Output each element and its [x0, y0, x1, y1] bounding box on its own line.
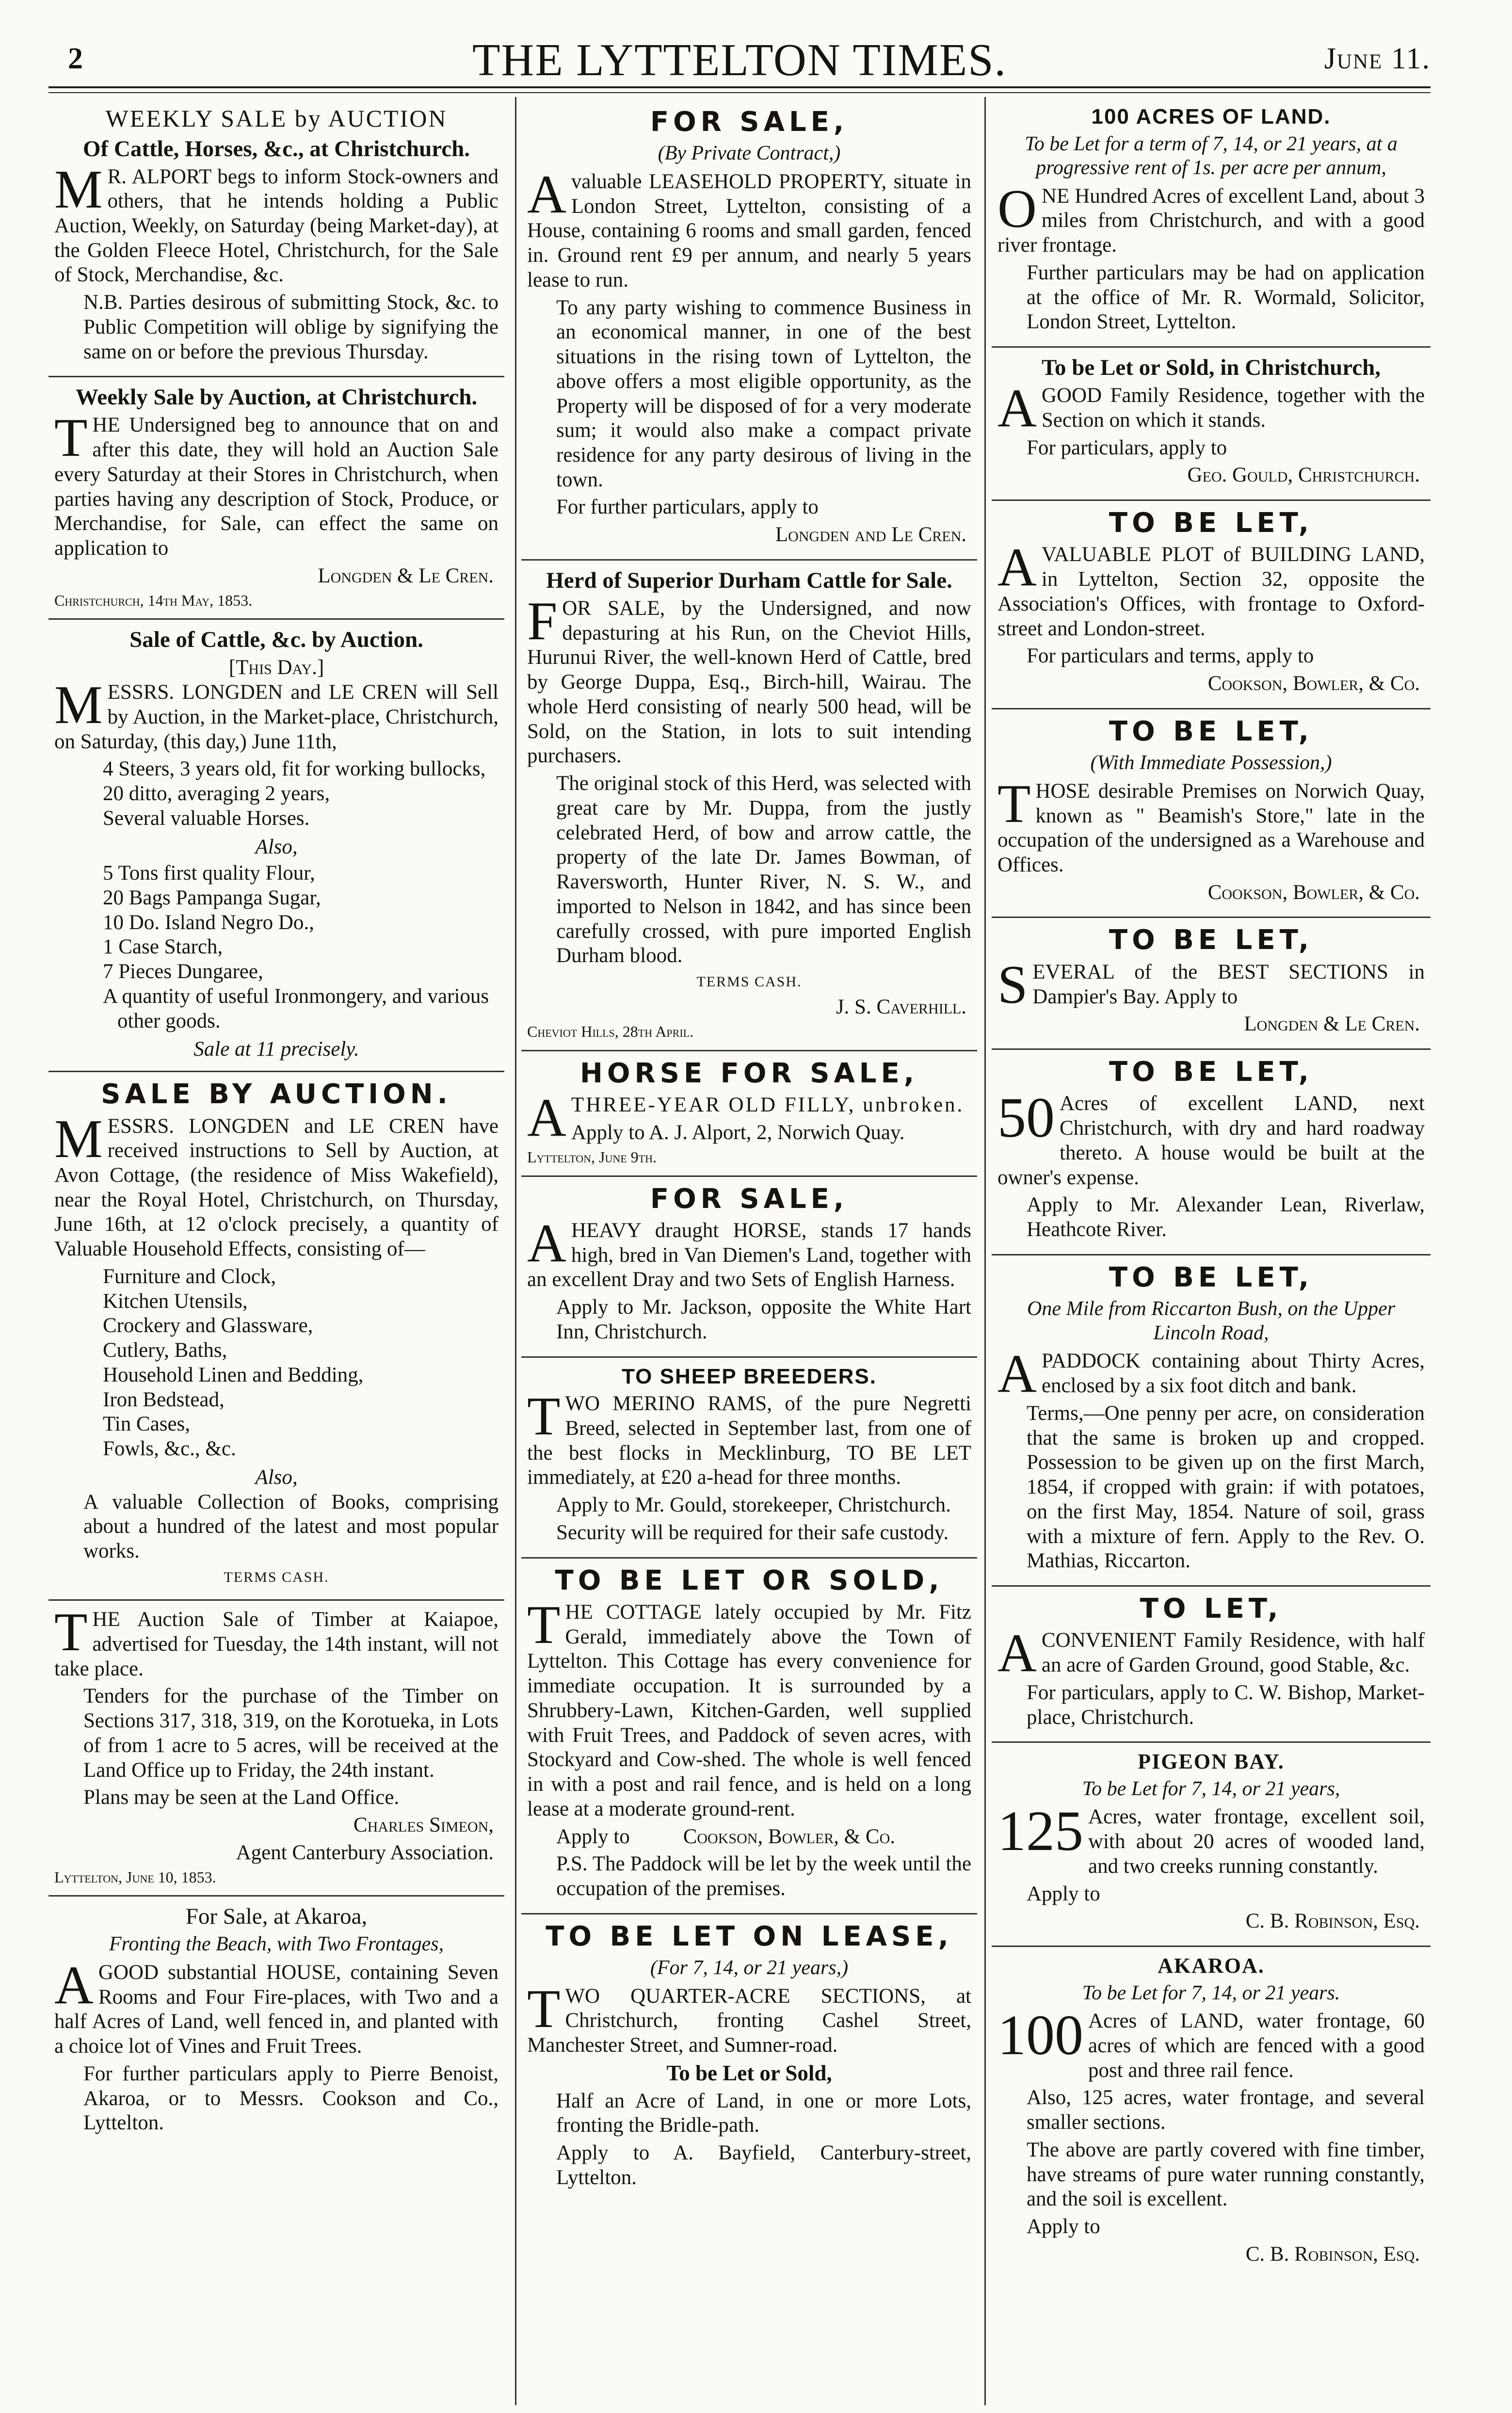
- ad-subheading: (By Private Contract,): [658, 142, 841, 165]
- drop-cap: A: [997, 537, 1037, 598]
- ad-heading: HORSE FOR SALE,: [579, 1057, 919, 1089]
- ad-apply: Apply to Mr. Gould, storekeeper, Christchurch.: [556, 1494, 951, 1517]
- ad-draught-horse: [521, 1184, 977, 1358]
- list-item: 20 ditto, averaging 2 years,: [103, 782, 330, 805]
- ad-paddock-riccarton: [992, 1262, 1431, 1587]
- ad-leasehold-property: [521, 107, 977, 561]
- ad-signature: Longden & Le Cren.: [1244, 1013, 1420, 1036]
- ad-body: GOOD substantial HOUSE, containing Seven Rooms and Four Fire-places, with Two and a half Acres of Land, well fenced in, and planted with a choice lot of Vines and Fruit Trees.: [54, 1961, 499, 2058]
- ad-heading: TO BE LET,: [1109, 1261, 1314, 1293]
- ad-family-residence: [992, 354, 1431, 501]
- ad-dateline: Cheviot Hills, 28th April.: [527, 1023, 694, 1041]
- column-divider: [984, 97, 986, 2405]
- ad-subheading: One Mile from Riccarton Bush, on the Upper Lincoln Road,: [1027, 1298, 1395, 1344]
- ad-apply: Apply to: [1027, 2215, 1100, 2238]
- item-list: [54, 757, 499, 831]
- ad-heading: FOR SALE,: [650, 1183, 849, 1215]
- ad-subheading: To be Let for 7, 14, or 21 years,: [1082, 1777, 1340, 1800]
- ad-signature: Geo. Gould, Christchurch.: [1187, 464, 1420, 487]
- ad-tenders: Tenders for the purchase of the Timber on Sections 317, 318, 319, on the Korotueka, in Lots of from 1 acre to 5 acres, will be received at the Land Office up to Friday, the 24th instant.: [83, 1685, 499, 1782]
- ad-apply: For particulars, apply to C. W. Bishop, Market-place, Christchurch.: [1027, 1681, 1425, 1729]
- page-number: 2: [68, 42, 83, 75]
- ad-body: WO QUARTER-ACRE SECTIONS, at Christchurch, fronting Cashel Street, Manchester Street, and Sumner-road.: [527, 1984, 971, 2057]
- ad-body: Acres, water frontage, excellent soil, with about 20 acres of wooded land, and two creeks running constantly.: [1088, 1805, 1425, 1878]
- list-item: 4 Steers, 3 years old, fit for working bullocks,: [103, 757, 486, 781]
- drop-cap: 100: [997, 2003, 1083, 2067]
- ad-subheading: Of Cattle, Horses, &c., at Christchurch.: [83, 136, 470, 161]
- ad-heading: Weekly Sale by Auction, at Christchurch.: [75, 385, 478, 410]
- ad-body: CONVENIENT Family Residence, with half an acre of Garden Ground, good Stable, &c.: [1041, 1629, 1425, 1677]
- list-item: Kitchen Utensils,: [103, 1289, 248, 1313]
- ad-heading: WEEKLY SALE by AUCTION: [105, 105, 448, 132]
- ad-body: GOOD Family Residence, together with the Section on which it stands.: [1041, 384, 1425, 432]
- ad-signature: Charles Simeon,: [353, 1814, 494, 1837]
- ad-subheading: To be Let for a term of 7, 14, or 21 years, at a progressive rent of 1s. per acre per annum,: [1025, 132, 1398, 179]
- list-item: 20 Bags Pampanga Sugar,: [103, 886, 321, 910]
- list-item: A quantity of useful Ironmongery, and various other goods.: [103, 984, 489, 1032]
- ad-body: Acres of excellent LAND, next Christchurch, with dry and hard roadway thereto. A house would be built at the owner's expense.: [997, 1092, 1425, 1189]
- list-item: Several valuable Horses.: [103, 806, 310, 830]
- ad-paragraph: To any party wishing to commence Business in an economical manner, in one of the best situations in the rising town of Lyttelton, the above offers a most eligible opportunity, as the Property will be disposed of for a very moderate sum; it would also make a compact private residence for any party desirous of living in the town.: [556, 296, 971, 491]
- ad-apply: Apply to Mr. Jackson, opposite the White Hart Inn, Christchurch.: [556, 1296, 971, 1343]
- also-label: Also,: [255, 1465, 298, 1489]
- ad-plans: Plans may be seen at the Land Office.: [83, 1786, 400, 1809]
- ad-heading: Herd of Superior Durham Cattle for Sale.: [546, 567, 952, 593]
- ad-signature: Longden & Le Cren.: [318, 564, 494, 587]
- ad-body: HE Undersigned beg to announce that on and after this date, they will hold an Auction Sale every Saturday at their Stores in Christchurch, when parties having any description of Stock, Produce, or Merchandise, for Sale, can effect the same on application to: [54, 414, 499, 560]
- drop-cap: A: [997, 378, 1037, 439]
- drop-cap: T: [54, 408, 88, 468]
- drop-cap: M: [54, 675, 103, 736]
- ad-heading: TO LET,: [1140, 1593, 1283, 1625]
- ad-apply: Apply to Mr. Alexander Lean, Riverlaw, Heathcote River.: [1027, 1193, 1425, 1241]
- ad-heading-secondary: To be Let or Sold,: [666, 2060, 832, 2085]
- ad-further: For further particulars, apply to: [556, 496, 819, 519]
- ad-body: OR SALE, by the Undersigned, and now depasturing at his Run, on the Cheviot Hills, Hurunui River, the well-known Herd of Cattle, bred by George Duppa, Esq., Birch-hill, Wairau. The whole Herd consisting of nearly 500 head, will be Sold, on the Station, in lots to suit intending purchasers.: [527, 597, 971, 768]
- ad-100-acres: [992, 105, 1431, 348]
- ad-apply: For particulars and terms, apply to: [1027, 644, 1314, 668]
- ad-sheep-breeders: [521, 1365, 977, 1559]
- ad-heading: For Sale, at Akaroa,: [185, 1904, 368, 1930]
- column-divider: [515, 97, 516, 2405]
- ad-heading: AKAROA.: [1158, 1954, 1265, 1978]
- column-1: [48, 102, 504, 2154]
- drop-cap: A: [527, 164, 566, 225]
- masthead-rule: [48, 86, 1431, 88]
- ad-body: ESSRS. LONGDEN and LE CREN will Sell by Auction, in the Market-place, Christchurch, on Saturday, (this day,) June 11th,: [54, 681, 499, 753]
- ad-akaroa-land: [992, 1954, 1431, 2278]
- drop-cap: T: [527, 1594, 561, 1655]
- ad-convenient-residence: [992, 1593, 1431, 1743]
- list-item: Tin Cases,: [103, 1413, 191, 1436]
- ad-further: For further particulars apply to Pierre Benoist, Akaroa, or to Messrs. Cookson and Co., Lyttelton.: [83, 2062, 499, 2135]
- drop-cap: T: [527, 1386, 561, 1447]
- ad-dateline: Lyttelton, June 9th.: [527, 1148, 657, 1166]
- ad-subheading: (For 7, 14, or 21 years,): [650, 1957, 849, 1979]
- drop-cap: A: [997, 1344, 1037, 1404]
- ad-body: THREE-YEAR OLD FILLY, unbroken.: [571, 1094, 965, 1117]
- ad-body-secondary: Half an Acre of Land, in one or more Lots, fronting the Bridle-path.: [556, 2089, 971, 2137]
- ad-heading: 100 ACRES OF LAND.: [1091, 105, 1331, 129]
- item-list: [54, 1265, 499, 1462]
- ad-apply-label: Apply to: [556, 1825, 630, 1848]
- drop-cap: O: [997, 178, 1037, 239]
- ad-durham-cattle: [521, 567, 977, 1051]
- ad-heading: TO SHEEP BREEDERS.: [622, 1364, 877, 1388]
- ad-body: WO MERINO RAMS, of the pure Negretti Breed, selected in September last, from one of the best flocks in Mecklinburg, TO BE LET immediately, at £20 a-head for three months.: [527, 1392, 971, 1489]
- drop-cap: M: [54, 159, 103, 220]
- ad-subheading: [This Day.]: [228, 656, 324, 679]
- ad-body: valuable LEASEHOLD PROPERTY, situate in London Street, Lyttelton, consisting of a House, containing 6 rooms and small garden, fenced in. Ground rent £9 per annum, and nearly 5 years lease to run.: [527, 170, 971, 291]
- ad-dateline: Christchurch, 14th May, 1853.: [54, 591, 253, 609]
- newspaper-title: THE LYTTELTON TIMES.: [472, 35, 1007, 85]
- ad-heading: TO BE LET OR SOLD,: [555, 1564, 944, 1596]
- ad-signature: Cookson, Bowler, & Co.: [1207, 881, 1420, 904]
- drop-cap: T: [54, 1602, 88, 1663]
- item-list: [54, 861, 499, 1033]
- ad-signature: Cookson, Bowler, & Co.: [1207, 672, 1420, 695]
- ad-building-land: [992, 508, 1431, 709]
- list-item: 5 Tons first quality Flour,: [103, 862, 315, 885]
- ad-apply: Apply to A. J. Alport, 2, Norwich Quay.: [571, 1121, 905, 1144]
- ad-subheading: To be Let for 7, 14, or 21 years.: [1082, 1981, 1340, 2004]
- ad-dampiers-bay: [992, 925, 1431, 1050]
- ad-subheading: Fronting the Beach, with Two Frontages,: [109, 1933, 444, 1956]
- ad-heading: PIGEON BAY.: [1138, 1750, 1285, 1774]
- ad-horse-for-sale: [521, 1058, 977, 1177]
- ad-apply: Apply to A. Bayfield, Canterbury-street, Lyttelton.: [556, 2141, 971, 2189]
- list-item: Household Linen and Bedding,: [103, 1363, 364, 1386]
- masthead: [48, 31, 1431, 84]
- drop-cap: F: [527, 591, 558, 651]
- list-item: Furniture and Clock,: [103, 1265, 276, 1288]
- ad-terms: Terms,—One penny per acre, on consideration that the same is broken up and cropped. Possession to be given up on the first March, 1854, if cropped with grain: if with potatoes, on the first May, 1854. Nature of soil, grass with a mixture of fern. Apply to the Rev. O. Mathias, Riccarton.: [1027, 1401, 1425, 1573]
- ad-weekly-sale-alport: [48, 105, 504, 377]
- ad-body: HOSE desirable Premises on Norwich Quay, known as " Beamish's Store," late in the occupation of the undersigned as a Warehouse and Offices.: [997, 779, 1425, 877]
- ad-akaroa-house: [48, 1903, 504, 2147]
- terms-label: TERMS CASH.: [696, 974, 802, 990]
- ad-heading: SALE BY AUCTION.: [101, 1078, 452, 1110]
- list-item: 7 Pieces Dungaree,: [103, 960, 263, 983]
- ad-signature: C. B. Robinson, Esq.: [1245, 1910, 1420, 1933]
- ad-heading: FOR SALE,: [650, 106, 849, 138]
- ad-apply: For particulars, apply to: [1027, 436, 1227, 459]
- list-item: Fowls, &c., &c.: [103, 1437, 236, 1461]
- drop-cap: S: [997, 954, 1028, 1015]
- ad-body: Acres of LAND, water frontage, 60 acres of which are fenced with a good post and three rail fence.: [1088, 2010, 1425, 2082]
- column-2: [521, 102, 977, 2209]
- terms-label: TERMS CASH.: [224, 1569, 329, 1585]
- ad-sale-of-cattle: [48, 627, 504, 1072]
- also-label: Also,: [255, 835, 298, 858]
- ad-body: ESSRS. LONGDEN and LE CREN have received instructions to Sell by Auction, at Avon Cottage, (the residence of Miss Wakefield), near the Royal Hotel, Christchurch, on Thursday, June 16th, at 12 o'clock precisely, a quantity of Valuable Household Effects, consisting of—: [54, 1114, 499, 1261]
- drop-cap: T: [527, 1979, 561, 2039]
- ad-signature-title: Agent Canterbury Association.: [236, 1841, 494, 1864]
- ad-beamish-store: [992, 716, 1431, 918]
- ad-timber-sale: [48, 1602, 504, 1897]
- ad-also: Also, 125 acres, water frontage, and several smaller sections.: [1027, 2086, 1425, 2134]
- ad-body: EVERAL of the BEST SECTIONS in Dampier's Bay. Apply to: [1032, 960, 1425, 1008]
- ad-description: The above are partly covered with fine timber, have streams of pure water running constantly, and the soil is excellent.: [1027, 2138, 1425, 2211]
- drop-cap: 125: [997, 1799, 1083, 1863]
- ad-extra: A valuable Collection of Books, comprising about a hundred of the latest and most popular works.: [83, 1490, 499, 1563]
- list-item: 10 Do. Island Negro Do.,: [103, 911, 314, 934]
- ad-body: R. ALPORT begs to inform Stock-owners and others, that he intends holding a Public Auction, Weekly, on Saturday (being Market-day), at the Golden Fleece Hotel, Christchurch, for the Sale of Stock, Merchandise, &c.: [54, 165, 499, 287]
- drop-cap: A: [527, 1213, 566, 1273]
- ad-heading: TO BE LET,: [1109, 1056, 1314, 1088]
- ad-body: NE Hundred Acres of excellent Land, about 3 miles from Christchurch, and with a good river frontage.: [997, 184, 1425, 257]
- ad-body: PADDOCK containing about Thirty Acres, enclosed by a six foot ditch and bank.: [1041, 1350, 1425, 1398]
- column-3: [992, 102, 1431, 2285]
- drop-cap: T: [997, 773, 1031, 834]
- ad-cottage-let-or-sold: [521, 1565, 977, 1914]
- ad-heading: TO BE LET,: [1109, 924, 1314, 956]
- ad-subheading: (With Immediate Possession,): [1090, 752, 1332, 774]
- ad-footer: Sale at 11 precisely.: [193, 1038, 359, 1061]
- list-item: 1 Case Starch,: [103, 935, 223, 959]
- ad-signature: C. B. Robinson, Esq.: [1245, 2242, 1420, 2266]
- ad-apply-name: Cookson, Bowler, & Co.: [683, 1825, 896, 1848]
- ad-heading: TO BE LET,: [1109, 715, 1314, 747]
- ad-signature: Longden and Le Cren.: [775, 523, 966, 547]
- ad-sale-by-auction: [48, 1079, 504, 1601]
- drop-cap: M: [54, 1109, 103, 1169]
- list-item: Cutlery, Baths,: [103, 1339, 227, 1362]
- ad-body: HE COTTAGE lately occupied by Mr. Fitz Gerald, immediately above the Town of Lyttelton. This Cottage has every convenience for immediate occupation. It is surrounded by a Shrubbery-Lawn, Kitchen-Garden, well supplied with Fruit Trees, and Paddock of seven acres, with Stockyard and Cow-shed. The whole is well fenced in with a post and rail fence, and is held on a long lease at a moderate ground-rent.: [527, 1600, 971, 1820]
- ad-paragraph: The original stock of this Herd, was selected with great care by Mr. Duppa, from the justly celebrated Herd, of bow and arrow cattle, the property of the late Dr. James Bowman, of Raversworth, Hunter River, N. S. W., and imported to Nelson in 1842, and has since been carefully crossed, with pure imported English Durham blood.: [556, 772, 971, 967]
- ad-weekly-sale-christchurch: [48, 384, 504, 620]
- ad-dateline: Lyttelton, June 10, 1853.: [54, 1868, 216, 1886]
- ad-note: N.B. Parties desirous of submitting Stock, &c. to Public Competition will oblige by signifying the same on or before the previous Thursday.: [83, 291, 499, 363]
- list-item: Iron Bedstead,: [103, 1388, 225, 1411]
- issue-date: June 11.: [1324, 42, 1431, 75]
- drop-cap: 50: [997, 1086, 1055, 1150]
- ad-let-on-lease: [521, 1921, 977, 2202]
- ad-pigeon-bay: [992, 1750, 1431, 1947]
- drop-cap: A: [54, 1955, 94, 2015]
- ad-body: HEAVY draught HORSE, stands 17 hands high, bred in Van Diemen's Land, together with an excellent Dray and two Sets of English Harness.: [527, 1219, 971, 1291]
- ad-body: VALUABLE PLOT of BUILDING LAND, in Lyttelton, Section 32, opposite the Association's Offices, with frontage to Oxford-street and London-street.: [997, 543, 1425, 640]
- ad-signature: J. S. Caverhill.: [836, 996, 966, 1019]
- ad-further: Further particulars may be had on application at the office of Mr. R. Wormald, Solicitor, London Street, Lyttelton.: [1027, 261, 1425, 334]
- list-item: Crockery and Glassware,: [103, 1314, 313, 1337]
- ad-50-acres: [992, 1057, 1431, 1255]
- ad-heading: TO BE LET ON LEASE,: [546, 1920, 953, 1952]
- ad-apply: Apply to: [1027, 1882, 1100, 1905]
- ad-security: Security will be required for their safe custody.: [556, 1521, 949, 1544]
- ad-heading: TO BE LET,: [1109, 507, 1314, 539]
- ad-heading: Sale of Cattle, &c. by Auction.: [129, 627, 423, 653]
- ad-heading: To be Let or Sold, in Christchurch,: [1041, 355, 1381, 381]
- ad-postscript: P.S. The Paddock will be let by the week until the occupation of the premises.: [556, 1852, 971, 1900]
- drop-cap: A: [527, 1088, 566, 1148]
- ad-body: HE Auction Sale of Timber at Kaiapoe, advertised for Tuesday, the 14th instant, will not take place.: [54, 1608, 499, 1680]
- drop-cap: A: [997, 1623, 1037, 1684]
- masthead-rule-thin: [48, 92, 1431, 93]
